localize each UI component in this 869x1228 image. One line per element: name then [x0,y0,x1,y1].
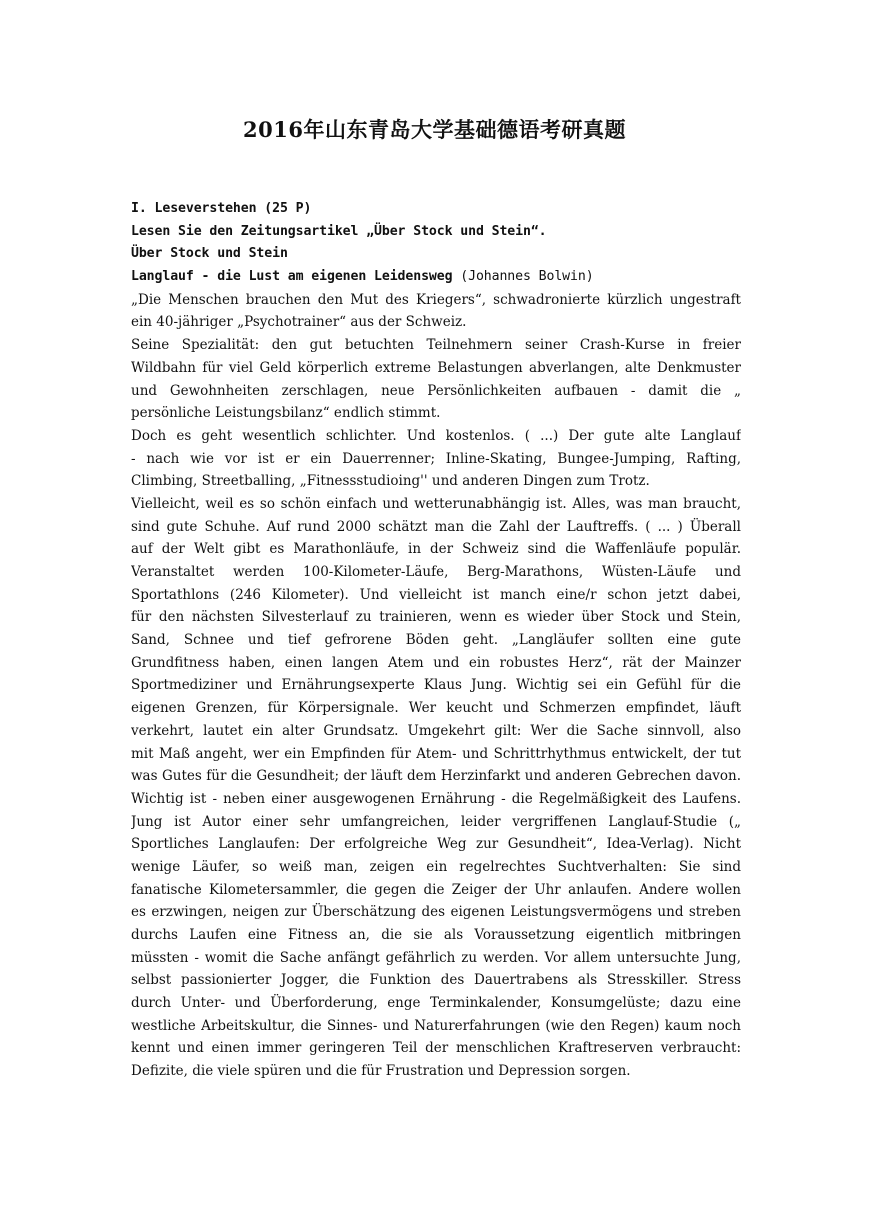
text-line: „Die Menschen brauchen den Mut des Kriegers“, schwadronierte kürzlich ungestraft [131,291,741,308]
text-line: persönliche Leistungsbilanz“ endlich stimmt. [131,405,441,422]
text-line: für den nächsten Silvesterlauf zu trainieren, wenn es wieder über Stock und Stein, [131,609,741,626]
text-line: wenige Läufer, so weiß man, zeigen ein regelrechtes Suchtverhalten: Sie sind [131,858,741,875]
text-line: eigenen Grenzen, für Körpersignale. Wer keucht und Schmerzen empfindet, läuft [131,700,741,717]
text-line: fanatische Kilometersammler, die gegen die Zeiger der Uhr anlaufen. Andere wollen [131,881,741,898]
text-line: Doch es geht wesentlich schlichter. Und kostenlos. ( ...) Der gute alte Langlauf [131,427,741,444]
text-line: kennt und einen immer geringeren Teil der menschlichen Kraftreserven verbraucht: [131,1040,741,1057]
text-line: und Gewohnheiten zerschlagen, neue Persönlichkeiten aufbauen - damit die „ [131,382,741,399]
section-heading: I. Leseverstehen (25 P) [131,201,312,216]
text-line: Sportmediziner und Ernährungsexperte Klaus Jung. Wichtig sei ein Gefühl für die [131,677,741,694]
text-line: Jung ist Autor einer sehr umfangreichen, leider vergriffenen Langlauf-Studie („ [131,813,741,830]
text-line: Defizite, die viele spüren und die für Frustration und Depression sorgen. [131,1063,631,1080]
page-title: 2016年山东青岛大学基础德语考研真题 [243,117,626,142]
text-line: Vielleicht, weil es so schön einfach und wetterunabhängig ist. Alles, was man braucht, [131,495,741,512]
article-body [131,198,741,1083]
text-line: auf der Welt gibt es Marathonläufe, in der Schweiz sind die Waffenläufe populär. [131,541,741,558]
text-line: Sportliches Langlaufen: Der erfolgreiche Weg zur Gesundheit“, Idea-Verlag). Nicht [131,836,741,853]
article-subtitle-line [131,266,741,289]
text-line: westliche Arbeitskultur, die Sinnes- und Naturerfahrungen (wie den Regen) kaum noch [131,1017,741,1034]
text-line: - nach wie vor ist er ein Dauerrenner; Inline-Skating, Bungee-Jumping, Rafting, [131,450,741,467]
text-line: sind gute Schuhe. Auf rund 2000 schätzt man die Zahl der Lauftreffs. ( ... ) Überall [131,518,741,535]
article-author: (Johannes Bolwin) [460,269,594,285]
text-line: Grundfitness haben, einen langen Atem und ein robustes Herz“, rät der Mainzer [131,654,741,671]
article-subtitle: Langlauf - die Lust am eigenen Leidensweg [131,269,453,285]
text-line: es erzwingen, neigen zur Überschätzung des eigenen Leistungsvermögens und streben [131,904,741,921]
text-line: Seine Spezialität: den gut betuchten Teilnehmern seiner Crash-Kurse in freier [131,337,741,354]
text-line: Sportathlons (246 Kilometer). Und vielleicht ist manch eine/r schon jetzt dabei, [131,586,741,603]
text-line: ein 40-jähriger „Psychotrainer“ aus der Schweiz. [131,314,467,331]
text-line: müssten - womit die Sache anfängt gefährlich zu werden. Vor allem untersuchte Jung, [131,949,741,966]
instruction-line: Lesen Sie den Zeitungsartikel „Über Stock und Stein“. [131,223,547,239]
text-line: mit Maß angeht, wer ein Empfinden für Atem- und Schrittrhythmus entwickelt, der tut [131,745,741,762]
text-line: Sand, Schnee und tief gefrorene Böden geht. „Langläufer sollten eine gute [131,632,741,649]
text-line: durch Unter- und Überforderung, enge Terminkalender, Konsumgelüste; dazu eine [131,995,741,1012]
text-line: Wildbahn für viel Geld körperlich extreme Belastungen abverlangen, alte Denkmuster [131,359,741,376]
text-line: selbst passionierter Jogger, die Funktion des Dauertrabens als Stresskiller. Stress [131,972,741,989]
text-line: verkehrt, lautet ein alter Grundsatz. Umgekehrt gilt: Wer die Sache sinnvoll, also [131,722,741,739]
text-line: Veranstaltet werden 100-Kilometer-Läufe, Berg-Marathons, Wüsten-Läufe und [131,564,741,580]
text-line: Wichtig ist - neben einer ausgewogenen Ernährung - die Regelmäßigkeit des Laufens. [131,790,741,807]
text-line: durchs Laufen eine Fitness an, die sie als Voraussetzung eigentlich mitbringen [131,927,741,943]
text-line: was Gutes für die Gesundheit; der läuft dem Herzinfarkt und anderen Gebrechen davon. [131,768,741,785]
text-line: Climbing, Streetballing, „Fitnessstudioing'' und anderen Dingen zum Trotz. [131,473,650,490]
article-title: Über Stock und Stein [131,246,288,262]
